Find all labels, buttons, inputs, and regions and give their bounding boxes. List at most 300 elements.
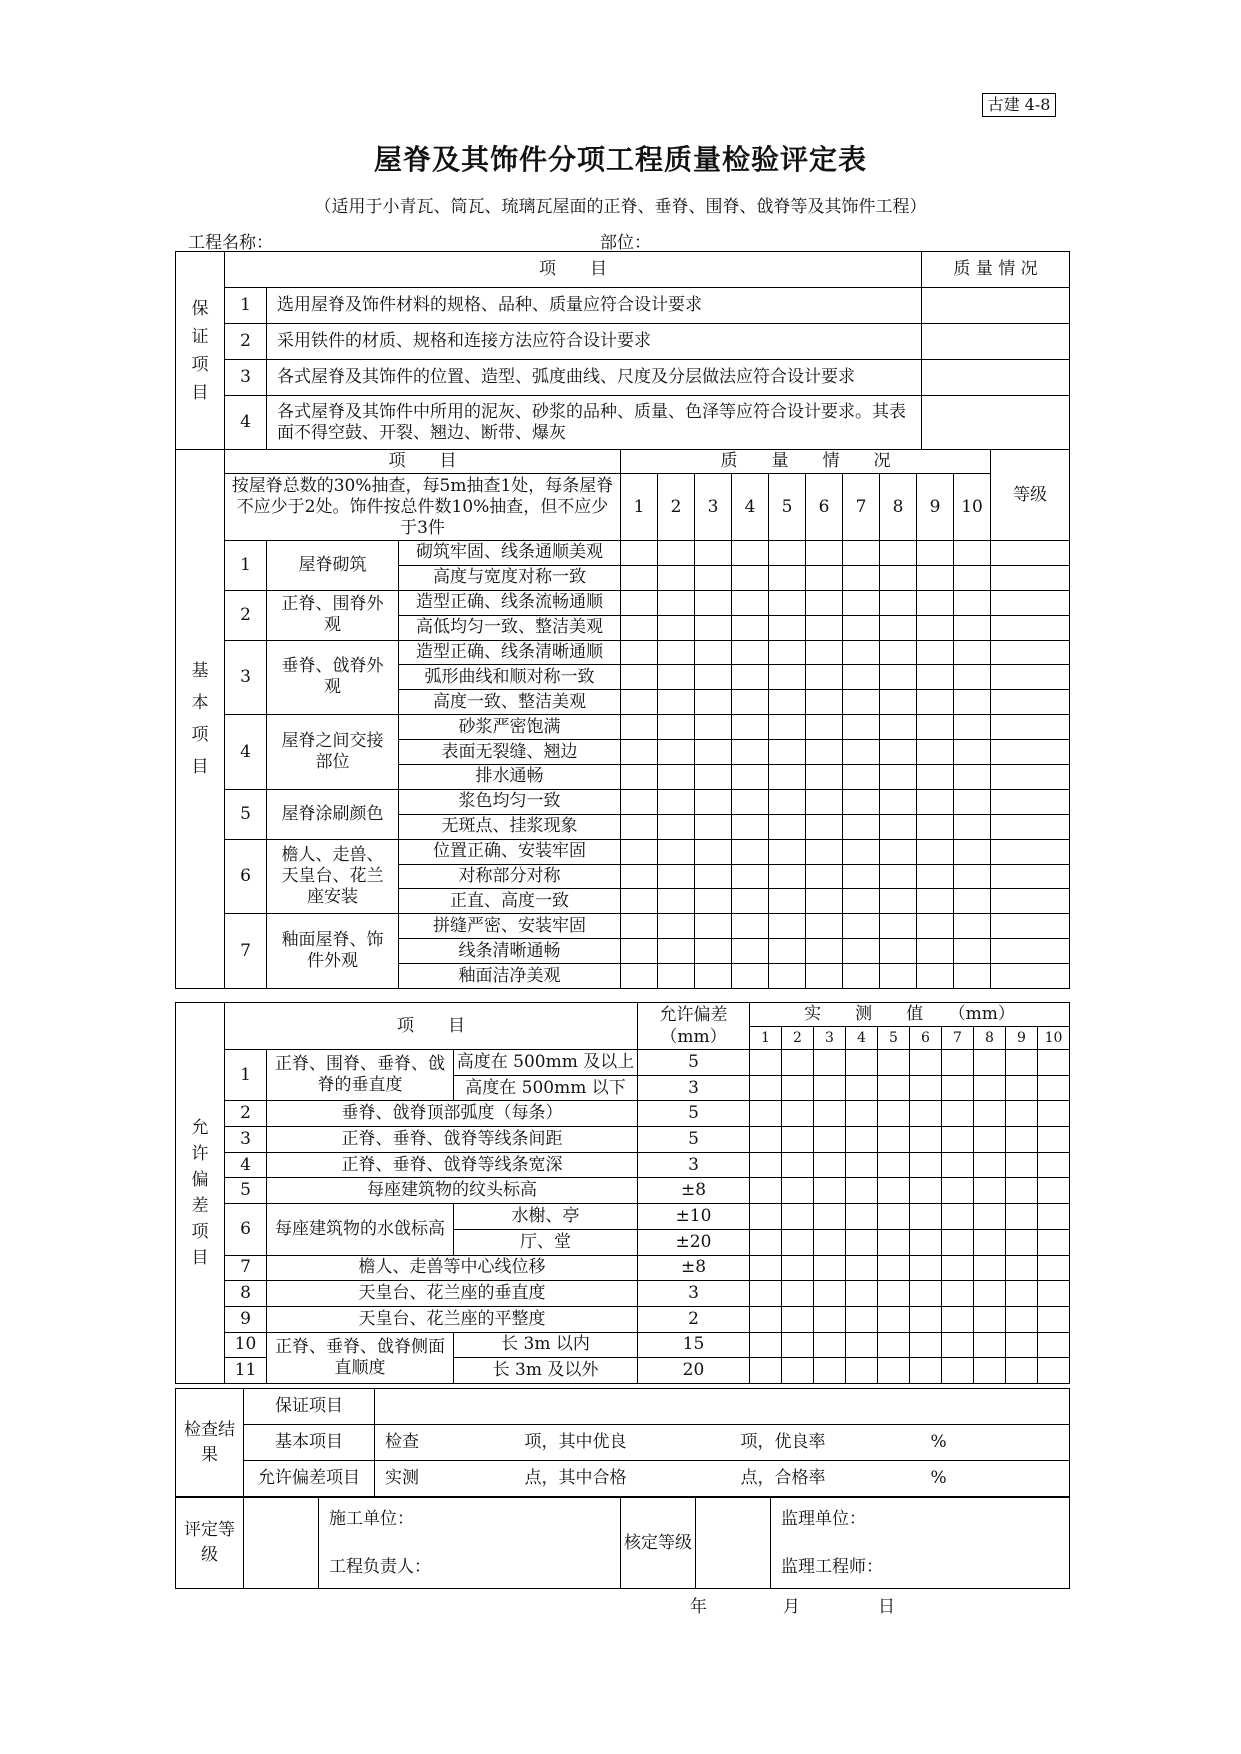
quality-check-cell[interactable] [917,789,954,814]
measured-value-cell[interactable] [814,1306,846,1332]
measured-value-cell[interactable] [782,1127,814,1153]
quality-check-cell[interactable] [880,590,917,615]
quality-check-cell[interactable] [769,939,806,964]
measured-value-cell[interactable] [750,1178,782,1204]
measured-value-cell[interactable] [910,1332,942,1358]
quality-check-cell[interactable] [843,740,880,765]
measured-value-cell[interactable] [1006,1050,1038,1076]
quality-check-cell[interactable] [658,889,695,914]
measured-value-cell[interactable] [1006,1281,1038,1307]
quality-check-cell[interactable] [732,964,769,989]
measured-value-cell[interactable] [1038,1358,1070,1384]
quality-check-cell[interactable] [806,864,843,889]
grade-cell[interactable] [991,541,1070,566]
measured-value-cell[interactable] [846,1178,878,1204]
quality-check-cell[interactable] [843,590,880,615]
quality-check-cell[interactable] [806,814,843,839]
quality-check-cell[interactable] [954,765,991,790]
grade-cell[interactable] [991,740,1070,765]
measured-value-cell[interactable] [974,1127,1006,1153]
quality-check-cell[interactable] [806,665,843,690]
quality-check-cell[interactable] [769,541,806,566]
measured-value-cell[interactable] [942,1101,974,1127]
grade-cell[interactable] [991,565,1070,590]
measured-value-cell[interactable] [942,1306,974,1332]
quality-check-cell[interactable] [769,715,806,740]
measured-value-cell[interactable] [974,1281,1006,1307]
quality-check-cell[interactable] [732,814,769,839]
quality-check-cell[interactable] [954,839,991,864]
quality-check-cell[interactable] [880,964,917,989]
quality-check-cell[interactable] [769,839,806,864]
measured-value-cell[interactable] [878,1255,910,1281]
quality-check-cell[interactable] [880,715,917,740]
quality-check-cell[interactable] [658,939,695,964]
quality-check-cell[interactable] [843,690,880,715]
quality-check-cell[interactable] [917,814,954,839]
quality-check-cell[interactable] [658,864,695,889]
quality-check-cell[interactable] [769,565,806,590]
measured-value-cell[interactable] [1006,1152,1038,1178]
measured-value-cell[interactable] [910,1101,942,1127]
measured-value-cell[interactable] [782,1152,814,1178]
quality-check-cell[interactable] [806,765,843,790]
quality-check-cell[interactable] [806,914,843,939]
quality-check-cell[interactable] [658,964,695,989]
quality-check-cell[interactable] [769,814,806,839]
quality-check-cell[interactable] [769,765,806,790]
quality-check-cell[interactable] [954,889,991,914]
quality-check-cell[interactable] [695,789,732,814]
measured-value-cell[interactable] [942,1281,974,1307]
quality-check-cell[interactable] [732,889,769,914]
quality-check-cell[interactable] [806,590,843,615]
measured-value-cell[interactable] [942,1075,974,1101]
quality-check-cell[interactable] [695,715,732,740]
quality-check-cell[interactable] [843,640,880,665]
quality-check-cell[interactable] [658,615,695,640]
measured-value-cell[interactable] [750,1050,782,1076]
quality-check-cell[interactable] [621,665,658,690]
quality-check-cell[interactable] [843,789,880,814]
measured-value-cell[interactable] [910,1050,942,1076]
measured-value-cell[interactable] [814,1075,846,1101]
quality-check-cell[interactable] [954,690,991,715]
quality-cell[interactable] [922,360,1070,396]
quality-check-cell[interactable] [695,565,732,590]
measured-value-cell[interactable] [942,1255,974,1281]
measured-value-cell[interactable] [974,1204,1006,1230]
quality-check-cell[interactable] [695,615,732,640]
measured-value-cell[interactable] [878,1050,910,1076]
quality-check-cell[interactable] [621,864,658,889]
quality-check-cell[interactable] [695,740,732,765]
quality-check-cell[interactable] [880,565,917,590]
measured-value-cell[interactable] [782,1255,814,1281]
measured-value-cell[interactable] [878,1075,910,1101]
quality-check-cell[interactable] [658,665,695,690]
quality-cell[interactable] [922,324,1070,360]
measured-value-cell[interactable] [974,1229,1006,1255]
quality-check-cell[interactable] [658,914,695,939]
quality-check-cell[interactable] [880,889,917,914]
measured-value-cell[interactable] [1006,1332,1038,1358]
quality-check-cell[interactable] [806,740,843,765]
measured-value-cell[interactable] [910,1075,942,1101]
measured-value-cell[interactable] [1038,1050,1070,1076]
measured-value-cell[interactable] [942,1358,974,1384]
measured-value-cell[interactable] [910,1204,942,1230]
quality-check-cell[interactable] [658,565,695,590]
quality-check-cell[interactable] [769,590,806,615]
grade-cell[interactable] [991,964,1070,989]
quality-check-cell[interactable] [806,541,843,566]
measured-value-cell[interactable] [878,1152,910,1178]
quality-check-cell[interactable] [917,565,954,590]
quality-check-cell[interactable] [621,939,658,964]
quality-check-cell[interactable] [806,715,843,740]
quality-check-cell[interactable] [954,665,991,690]
quality-check-cell[interactable] [806,565,843,590]
quality-check-cell[interactable] [880,665,917,690]
quality-check-cell[interactable] [806,964,843,989]
quality-check-cell[interactable] [880,615,917,640]
quality-check-cell[interactable] [695,541,732,566]
quality-check-cell[interactable] [806,939,843,964]
measured-value-cell[interactable] [782,1075,814,1101]
measured-value-cell[interactable] [974,1152,1006,1178]
measured-value-cell[interactable] [846,1281,878,1307]
quality-check-cell[interactable] [621,839,658,864]
quality-check-cell[interactable] [917,665,954,690]
quality-check-cell[interactable] [843,939,880,964]
quality-check-cell[interactable] [806,789,843,814]
measured-value-cell[interactable] [814,1358,846,1384]
grade-cell[interactable] [991,690,1070,715]
quality-check-cell[interactable] [732,615,769,640]
quality-check-cell[interactable] [658,640,695,665]
measured-value-cell[interactable] [974,1178,1006,1204]
quality-check-cell[interactable] [880,814,917,839]
measured-value-cell[interactable] [814,1127,846,1153]
measured-value-cell[interactable] [846,1075,878,1101]
measured-value-cell[interactable] [782,1306,814,1332]
measured-value-cell[interactable] [1006,1229,1038,1255]
measured-value-cell[interactable] [942,1050,974,1076]
measured-value-cell[interactable] [878,1306,910,1332]
measured-value-cell[interactable] [910,1358,942,1384]
quality-check-cell[interactable] [621,789,658,814]
quality-check-cell[interactable] [954,864,991,889]
measured-value-cell[interactable] [1038,1127,1070,1153]
measured-value-cell[interactable] [1038,1306,1070,1332]
measured-value-cell[interactable] [1006,1255,1038,1281]
measured-value-cell[interactable] [974,1101,1006,1127]
measured-value-cell[interactable] [846,1127,878,1153]
quality-check-cell[interactable] [732,565,769,590]
quality-check-cell[interactable] [769,740,806,765]
measured-value-cell[interactable] [942,1332,974,1358]
quality-check-cell[interactable] [658,839,695,864]
measured-value-cell[interactable] [910,1127,942,1153]
measured-value-cell[interactable] [974,1332,1006,1358]
quality-check-cell[interactable] [843,541,880,566]
measured-value-cell[interactable] [750,1281,782,1307]
quality-check-cell[interactable] [769,690,806,715]
grade-cell[interactable] [991,939,1070,964]
quality-check-cell[interactable] [732,715,769,740]
measured-value-cell[interactable] [782,1178,814,1204]
measured-value-cell[interactable] [1006,1204,1038,1230]
measured-value-cell[interactable] [878,1101,910,1127]
measured-value-cell[interactable] [750,1204,782,1230]
quality-check-cell[interactable] [695,590,732,615]
measured-value-cell[interactable] [974,1050,1006,1076]
measured-value-cell[interactable] [1038,1178,1070,1204]
grade-cell[interactable] [991,665,1070,690]
measured-value-cell[interactable] [974,1075,1006,1101]
measured-value-cell[interactable] [910,1281,942,1307]
quality-check-cell[interactable] [954,914,991,939]
measured-value-cell[interactable] [910,1255,942,1281]
measured-value-cell[interactable] [750,1332,782,1358]
quality-check-cell[interactable] [880,765,917,790]
quality-check-cell[interactable] [806,690,843,715]
grade-cell[interactable] [991,590,1070,615]
quality-check-cell[interactable] [769,964,806,989]
quality-check-cell[interactable] [732,740,769,765]
measured-value-cell[interactable] [750,1306,782,1332]
measured-value-cell[interactable] [878,1281,910,1307]
quality-check-cell[interactable] [769,789,806,814]
measured-value-cell[interactable] [750,1255,782,1281]
measured-value-cell[interactable] [750,1152,782,1178]
quality-check-cell[interactable] [806,839,843,864]
quality-check-cell[interactable] [917,765,954,790]
quality-check-cell[interactable] [732,640,769,665]
measured-value-cell[interactable] [846,1332,878,1358]
measured-value-cell[interactable] [750,1127,782,1153]
quality-check-cell[interactable] [917,964,954,989]
grade-cell[interactable] [991,814,1070,839]
quality-check-cell[interactable] [695,690,732,715]
measured-value-cell[interactable] [814,1281,846,1307]
quality-check-cell[interactable] [954,640,991,665]
grade-value[interactable] [244,1498,319,1589]
measured-value-cell[interactable] [878,1358,910,1384]
quality-check-cell[interactable] [621,814,658,839]
quality-check-cell[interactable] [954,939,991,964]
measured-value-cell[interactable] [846,1358,878,1384]
quality-check-cell[interactable] [658,814,695,839]
quality-check-cell[interactable] [917,889,954,914]
quality-check-cell[interactable] [732,590,769,615]
quality-check-cell[interactable] [621,640,658,665]
measured-value-cell[interactable] [910,1178,942,1204]
measured-value-cell[interactable] [814,1178,846,1204]
quality-check-cell[interactable] [658,740,695,765]
grade-cell[interactable] [991,914,1070,939]
measured-value-cell[interactable] [1038,1204,1070,1230]
verify-grade-value[interactable] [696,1498,771,1589]
measured-value-cell[interactable] [846,1306,878,1332]
measured-value-cell[interactable] [1038,1229,1070,1255]
measured-value-cell[interactable] [750,1075,782,1101]
measured-value-cell[interactable] [878,1332,910,1358]
quality-check-cell[interactable] [732,839,769,864]
quality-check-cell[interactable] [917,690,954,715]
measured-value-cell[interactable] [910,1229,942,1255]
quality-check-cell[interactable] [695,914,732,939]
measured-value-cell[interactable] [1038,1152,1070,1178]
quality-check-cell[interactable] [695,665,732,690]
quality-check-cell[interactable] [732,765,769,790]
quality-check-cell[interactable] [843,889,880,914]
measured-value-cell[interactable] [814,1204,846,1230]
quality-check-cell[interactable] [880,740,917,765]
quality-check-cell[interactable] [621,565,658,590]
measured-value-cell[interactable] [782,1229,814,1255]
quality-check-cell[interactable] [621,914,658,939]
quality-check-cell[interactable] [806,640,843,665]
quality-check-cell[interactable] [769,914,806,939]
quality-check-cell[interactable] [732,864,769,889]
grade-cell[interactable] [991,789,1070,814]
measured-value-cell[interactable] [814,1101,846,1127]
quality-cell[interactable] [922,396,1070,450]
quality-check-cell[interactable] [621,765,658,790]
measured-value-cell[interactable] [974,1255,1006,1281]
quality-check-cell[interactable] [917,640,954,665]
quality-check-cell[interactable] [732,541,769,566]
measured-value-cell[interactable] [782,1358,814,1384]
grade-cell[interactable] [991,889,1070,914]
quality-check-cell[interactable] [954,541,991,566]
quality-check-cell[interactable] [917,914,954,939]
quality-check-cell[interactable] [621,615,658,640]
measured-value-cell[interactable] [1006,1178,1038,1204]
grade-cell[interactable] [991,839,1070,864]
quality-check-cell[interactable] [732,939,769,964]
measured-value-cell[interactable] [942,1127,974,1153]
quality-check-cell[interactable] [843,565,880,590]
quality-check-cell[interactable] [806,889,843,914]
quality-check-cell[interactable] [843,964,880,989]
quality-check-cell[interactable] [621,964,658,989]
measured-value-cell[interactable] [910,1152,942,1178]
quality-check-cell[interactable] [621,740,658,765]
quality-cell[interactable] [922,288,1070,324]
quality-check-cell[interactable] [769,615,806,640]
quality-check-cell[interactable] [954,565,991,590]
quality-check-cell[interactable] [658,541,695,566]
measured-value-cell[interactable] [974,1358,1006,1384]
quality-check-cell[interactable] [843,615,880,640]
quality-check-cell[interactable] [843,665,880,690]
quality-check-cell[interactable] [917,715,954,740]
measured-value-cell[interactable] [846,1204,878,1230]
quality-check-cell[interactable] [954,615,991,640]
grade-cell[interactable] [991,765,1070,790]
quality-check-cell[interactable] [769,665,806,690]
quality-check-cell[interactable] [621,715,658,740]
grade-cell[interactable] [991,615,1070,640]
measured-value-cell[interactable] [942,1204,974,1230]
measured-value-cell[interactable] [910,1306,942,1332]
quality-check-cell[interactable] [917,939,954,964]
grade-cell[interactable] [991,864,1070,889]
quality-check-cell[interactable] [917,541,954,566]
quality-check-cell[interactable] [954,715,991,740]
quality-check-cell[interactable] [621,541,658,566]
measured-value-cell[interactable] [750,1229,782,1255]
quality-check-cell[interactable] [880,914,917,939]
measured-value-cell[interactable] [878,1178,910,1204]
measured-value-cell[interactable] [782,1281,814,1307]
measured-value-cell[interactable] [782,1101,814,1127]
quality-check-cell[interactable] [880,541,917,566]
measured-value-cell[interactable] [814,1229,846,1255]
quality-check-cell[interactable] [954,814,991,839]
quality-check-cell[interactable] [954,964,991,989]
quality-check-cell[interactable] [843,914,880,939]
quality-check-cell[interactable] [917,615,954,640]
quality-check-cell[interactable] [695,765,732,790]
measured-value-cell[interactable] [1038,1281,1070,1307]
measured-value-cell[interactable] [1006,1306,1038,1332]
grade-cell[interactable] [991,640,1070,665]
quality-check-cell[interactable] [954,740,991,765]
quality-check-cell[interactable] [658,690,695,715]
quality-check-cell[interactable] [917,839,954,864]
measured-value-cell[interactable] [942,1229,974,1255]
measured-value-cell[interactable] [878,1204,910,1230]
measured-value-cell[interactable] [750,1358,782,1384]
measured-value-cell[interactable] [942,1178,974,1204]
quality-check-cell[interactable] [695,939,732,964]
grade-cell[interactable] [991,715,1070,740]
quality-check-cell[interactable] [880,939,917,964]
quality-check-cell[interactable] [880,640,917,665]
measured-value-cell[interactable] [1038,1101,1070,1127]
measured-value-cell[interactable] [814,1255,846,1281]
measured-value-cell[interactable] [846,1229,878,1255]
measured-value-cell[interactable] [1006,1358,1038,1384]
measured-value-cell[interactable] [1006,1101,1038,1127]
measured-value-cell[interactable] [942,1152,974,1178]
quality-check-cell[interactable] [695,889,732,914]
measured-value-cell[interactable] [878,1127,910,1153]
quality-check-cell[interactable] [658,765,695,790]
quality-check-cell[interactable] [769,889,806,914]
measured-value-cell[interactable] [782,1204,814,1230]
quality-check-cell[interactable] [769,640,806,665]
quality-check-cell[interactable] [954,590,991,615]
measured-value-cell[interactable] [1038,1075,1070,1101]
measured-value-cell[interactable] [974,1306,1006,1332]
quality-check-cell[interactable] [732,690,769,715]
quality-check-cell[interactable] [695,839,732,864]
measured-value-cell[interactable] [1006,1075,1038,1101]
quality-check-cell[interactable] [732,914,769,939]
quality-check-cell[interactable] [917,864,954,889]
quality-check-cell[interactable] [621,889,658,914]
measured-value-cell[interactable] [846,1101,878,1127]
quality-check-cell[interactable] [695,964,732,989]
quality-check-cell[interactable] [917,740,954,765]
measured-value-cell[interactable] [814,1050,846,1076]
quality-check-cell[interactable] [658,715,695,740]
